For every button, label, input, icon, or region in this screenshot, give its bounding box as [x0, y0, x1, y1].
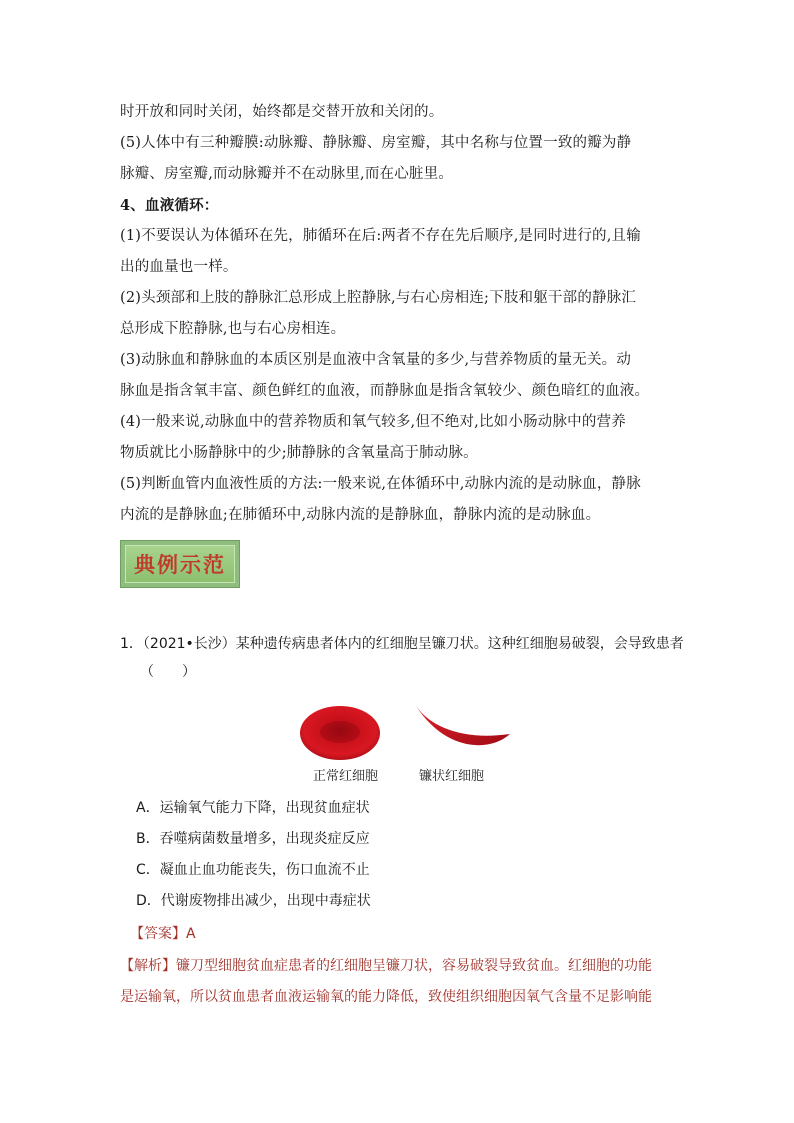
answer-blank: （ ） [140, 664, 196, 680]
text-line: (5)判断血管内血液性质的方法:一般来说,在体循环中,动脉内流的是动脉血，静脉 [120, 476, 641, 492]
section-blood-circulation [120, 190, 675, 531]
text-line: 物质就比小肠静脉中的少;肺静脉的含氧量高于肺动脉。 [120, 445, 478, 461]
text-line: 出的血量也一样。 [120, 259, 238, 275]
normal-cell-label: 正常红细胞 [313, 769, 379, 784]
text-line: (1)不要误认为体循环在先，肺循环在后:两者不存在先后顺序,是同时进行的,且输 [120, 228, 641, 244]
banner-label: 典例示范 [125, 545, 235, 583]
text-line: (3)动脉血和静脉血的本质区别是血液中含氧量的多少,与营养物质的量无关。动 [120, 352, 632, 368]
analysis-line: 是运输氧，所以贫血患者血液运输氧的能力降低，致使组织细胞因氧气含量不足影响能 [120, 989, 652, 1005]
red-blood-cell-illustration [298, 700, 518, 762]
intro-paragraph [120, 97, 675, 190]
sickle-cell-shape [416, 706, 510, 745]
analysis-line: 【解析】镰刀型细胞贫血症患者的红细胞呈镰刀状，容易破裂导致贫血。红细胞的功能 [120, 958, 652, 974]
text-line: (2)头颈部和上肢的静脉汇总形成上腔静脉,与右心房相连;下肢和躯干部的静脉汇 [120, 290, 637, 306]
text-line: 内流的是静脉血;在肺循环中,动脉内流的是静脉血，静脉内流的是动脉血。 [120, 507, 601, 523]
option-c[interactable]: C．凝血止血功能丧失，伤口血流不止 [136, 862, 370, 878]
text-line: 脉血是指含氧丰富、颜色鲜红的血液，而静脉血是指含氧较少、颜色暗红的血液。 [120, 383, 650, 399]
answer-text: 【答案】A [130, 926, 196, 942]
option-b[interactable]: B．吞噬病菌数量增多，出现炎症反应 [136, 831, 370, 847]
text-line: 时开放和同时关闭，始终都是交替开放和关闭的。 [120, 104, 444, 120]
text-line: (5)人体中有三种瓣膜:动脉瓣、静脉瓣、房室瓣，其中名称与位置一致的瓣为静 [120, 135, 632, 151]
text-line: 总形成下腔静脉,也与右心房相连。 [120, 321, 346, 337]
option-d[interactable]: D．代谢废物排出减少，出现中毒症状 [136, 893, 371, 909]
section-heading: 4、血液循环： [120, 197, 219, 214]
section-banner [120, 540, 240, 588]
sickle-cell-label: 镰状红细胞 [419, 769, 485, 784]
option-a[interactable]: A．运输氧气能力下降，出现贫血症状 [136, 800, 370, 816]
text-line: (4)一般来说,动脉血中的营养物质和氧气较多,但不绝对,比如小肠动脉中的营养 [120, 414, 626, 430]
text-line: 脉瓣、房室瓣,而动脉瓣并不在动脉里,而在心脏里。 [120, 166, 454, 182]
question-stem: 1．（2021•长沙）某种遗传病患者体内的红细胞呈镰刀状。这种红细胞易破裂，会导致患者 [120, 636, 684, 652]
